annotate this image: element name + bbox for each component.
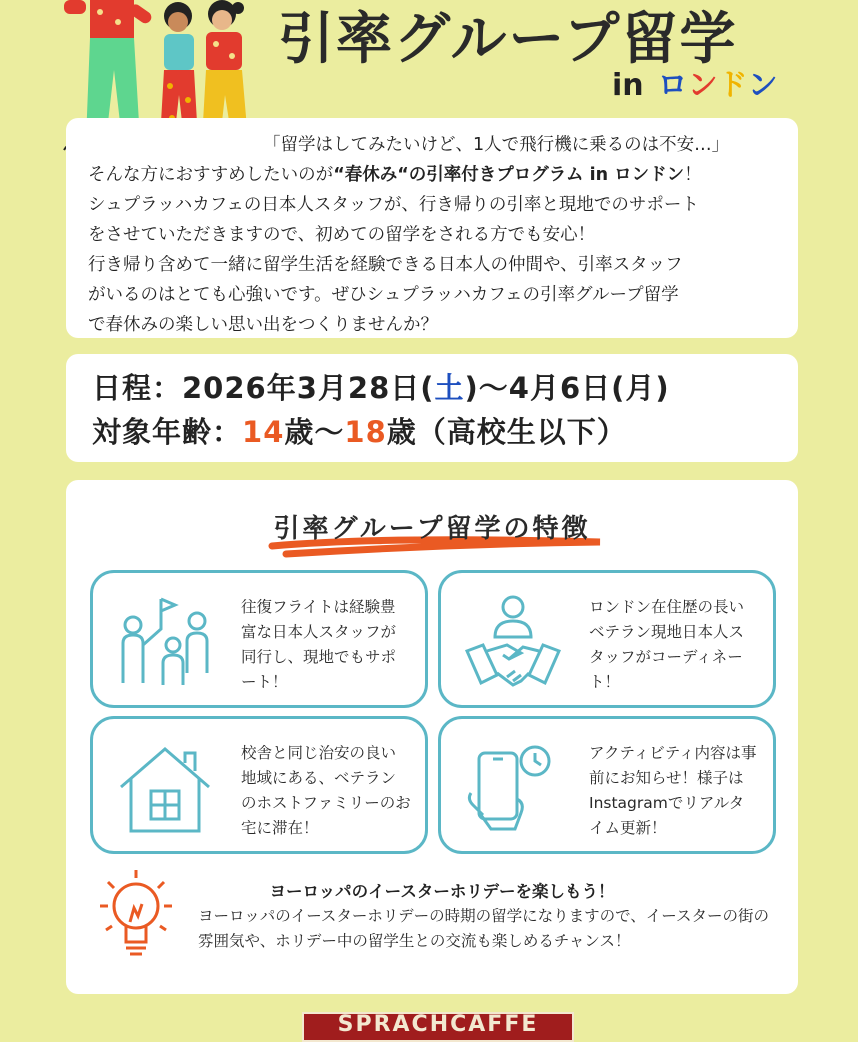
city-char: ン [687,68,718,103]
date-saturday: 土 [434,371,465,405]
intro-line: 行き帰り含めて一緒に留学生活を経験できる日本人の仲間や、引率スタッフ [88,255,683,275]
intro-highlight: “春休み“の引率付きプログラム in ロンドン [333,165,685,185]
schedule-age [92,410,798,454]
page-title: 引率グループ留学 [278,7,738,72]
city-char: ン [747,68,778,103]
sprachcaffe-logo: SPRACHCAFFE [302,1012,574,1042]
intro-line [88,160,776,190]
age-note: 歳（高校生以下） [386,415,627,449]
age-sep: 歳～ [284,415,345,449]
feature-text: ロンドン在住歴の長いベテラン現地日本人スタッフがコーディネート！ [589,598,745,691]
city-char: ド [717,68,748,103]
features-card [66,480,798,994]
date-text: 日程：2026年3月28日( [92,371,435,405]
feature-box-staff [90,570,428,708]
intro-line: で春休みの楽しい思い出をつくりませんか？ [88,315,438,335]
intro-quote: 「留学はしてみたいけど、1人で飛行機に乗るのは不安…」 [263,135,730,155]
group-leader-icon [115,593,215,693]
intro-line: シュプラッハカフェの日本人スタッフが、行き帰りの引率と現地でのサポート [88,195,699,215]
easter-body: ヨーロッパのイースターホリデーの時期の留学になりますので、イースターの街の雰囲気や、ホリデー中の留学生との交流も楽しめるチャンス！ [198,907,770,950]
age-label: 対象年齢： [92,415,243,449]
intro-line: がいるのはとても心強いです。ぜひシュプラッハカフェの引率グループ留学 [88,285,679,305]
house-icon [115,739,215,839]
age-min: 14 [242,415,285,449]
intro-line: をさせていただきますので、初めての留学をされる方でも安心！ [88,225,596,245]
handshake-icon [463,593,563,693]
feature-text: 校舎と同じ治安の良い地域にある、ベテランのホストファミリーのお宅に滞在！ [241,744,411,837]
intro-text: そんな方におすすめしたいのが [88,165,334,185]
city-name [658,68,778,103]
schedule-dates [92,366,798,410]
easter-heading: ヨーロッパのイースターホリデーを楽しもう！ [269,882,615,901]
age-max: 18 [344,415,387,449]
schedule-card [66,354,798,462]
feature-text: アクティビティ内容は事前にお知らせ！様子はInstagramでリアルタイム更新！ [589,744,757,837]
feature-box-homestay [90,716,428,854]
features-title: 引率グループ留学の特徴 [273,514,591,544]
phone-clock-icon [463,739,563,839]
feature-box-coordinator [438,570,776,708]
title-in-text: in [612,68,644,103]
date-text: )～4月6日(月) [464,371,670,405]
title-subtitle [612,66,778,106]
intro-text: ！ [684,165,702,185]
feature-text: 往復フライトは経験豊富な日本人スタッフが同行し、現地でもサポート！ [241,598,397,691]
feature-box-updates [438,716,776,854]
city-char: ロ [657,68,688,103]
intro-card [66,118,798,338]
